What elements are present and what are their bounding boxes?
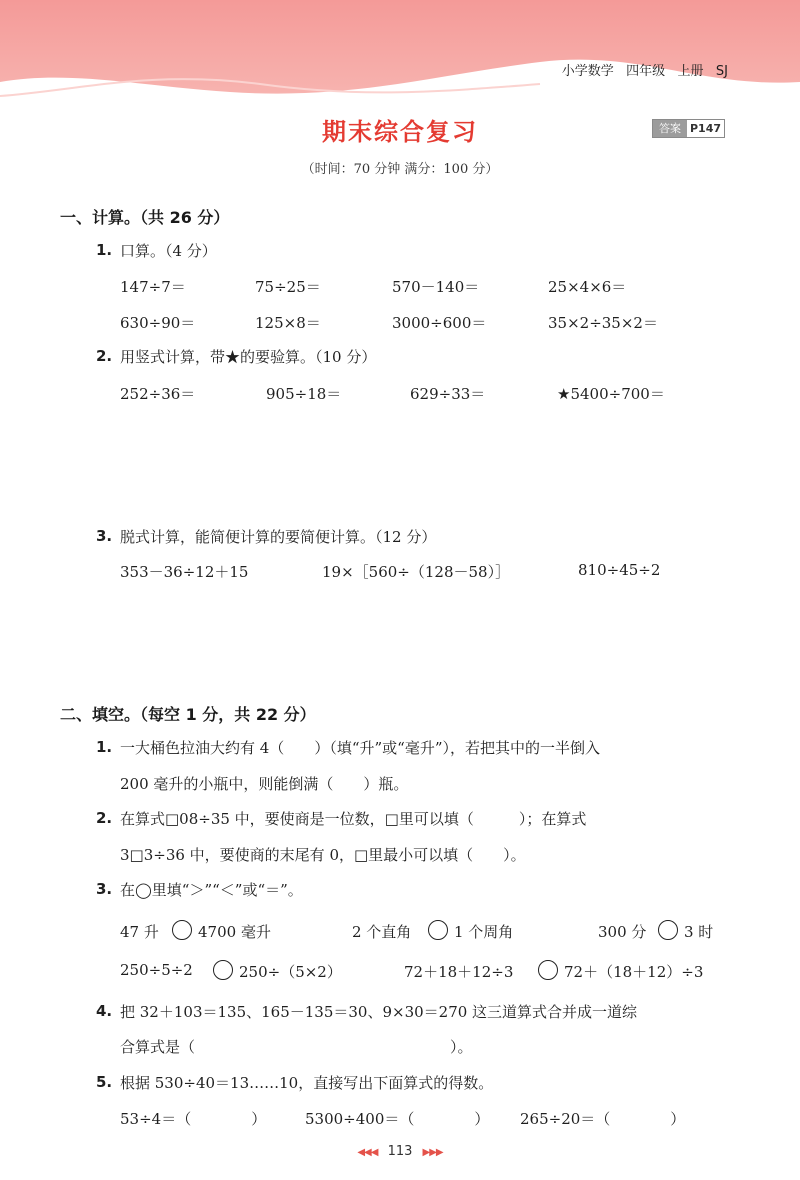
- vertical-calc-item: 905÷18＝: [266, 385, 342, 403]
- question-number: 3.: [96, 880, 113, 898]
- question-text: 用竖式计算，带★的要验算。（10 分）: [120, 348, 377, 366]
- quotient-item: 265÷20＝（ ）: [520, 1110, 686, 1128]
- question-number: 5.: [96, 1073, 113, 1091]
- question-text: 一大桶色拉油大约有 4（ ）（填“升”或“毫升”），若把其中的一半倒入: [120, 739, 600, 757]
- answer-circle[interactable]: [658, 920, 678, 940]
- question-text-continued: 200 毫升的小瓶中，则能倒满（ ）瓶。: [120, 775, 409, 793]
- quotient-item: 53÷4＝（ ）: [120, 1110, 267, 1128]
- series-label: 小学数学 四年级 上册 SJ: [561, 64, 728, 79]
- question-text: 把 32＋103＝135、165－135＝30、9×30＝270 这三道算式合并成一道综: [120, 1003, 638, 1021]
- oral-calc-item: 570－140＝: [392, 278, 480, 296]
- oral-calc-item: 25×4×6＝: [548, 278, 627, 296]
- answer-page-ref: P147: [689, 122, 722, 135]
- vertical-calc-item: ★5400÷700＝: [557, 385, 665, 403]
- oral-calc-item: 125×8＝: [255, 314, 321, 332]
- answer-circle[interactable]: [428, 920, 448, 940]
- compare-left: 72＋18＋12÷3: [404, 963, 514, 981]
- question-number: 4.: [96, 1002, 113, 1020]
- compare-right: 1 个周角: [454, 923, 514, 941]
- oral-calc-item: 630÷90＝: [120, 314, 196, 332]
- left-arrows-icon: ◀◀◀: [357, 1147, 378, 1158]
- question-number: 2.: [96, 347, 113, 365]
- compare-right: 72＋（18＋12）÷3: [564, 963, 704, 981]
- compare-right: 3 时: [684, 923, 714, 941]
- quotient-item: 5300÷400＝（ ）: [305, 1110, 490, 1128]
- question-number: 3.: [96, 527, 113, 545]
- question-number: 1.: [96, 241, 113, 259]
- question-text-continued: 合算式是（ ）。: [120, 1038, 473, 1056]
- question-text: 口算。（4 分）: [120, 242, 217, 260]
- compare-right: 4700 毫升: [198, 923, 271, 941]
- question-text: 根据 530÷40＝13……10，直接写出下面算式的得数。: [120, 1074, 494, 1092]
- answer-page-badge: [652, 119, 725, 138]
- answer-circle[interactable]: [213, 960, 233, 980]
- step-calc-item: 810÷45÷2: [578, 561, 661, 579]
- compare-left: 2 个直角: [352, 923, 412, 941]
- answer-key-icon: 答案: [653, 120, 687, 137]
- section-1-heading: 一、计算。（共 26 分）: [60, 208, 230, 227]
- vertical-calc-item: 252÷36＝: [120, 385, 196, 403]
- vertical-calc-item: 629÷33＝: [410, 385, 486, 403]
- question-text: 在算式□08÷35 中，要使商是一位数，□里可以填（ ）；在算式: [120, 810, 587, 828]
- oral-calc-item: 75÷25＝: [255, 278, 321, 296]
- page-number: 113: [387, 1144, 413, 1159]
- section-2-heading: 二、填空。（每空 1 分，共 22 分）: [60, 705, 316, 724]
- oral-calc-item: 147÷7＝: [120, 278, 186, 296]
- compare-left: 300 分: [598, 923, 647, 941]
- page-footer: [0, 1144, 800, 1159]
- answer-circle[interactable]: [172, 920, 192, 940]
- question-number: 2.: [96, 809, 113, 827]
- compare-left: 47 升: [120, 923, 159, 941]
- compare-right: 250÷（5×2）: [239, 963, 342, 981]
- compare-left: 250÷5÷2: [120, 961, 193, 979]
- page-title: 期末综合复习: [322, 118, 478, 146]
- question-text-continued: 3□3÷36 中，要使商的末尾有 0，□里最小可以填（ ）。: [120, 846, 526, 864]
- oral-calc-item: 35×2÷35×2＝: [548, 314, 658, 332]
- step-calc-item: 353－36÷12＋15: [120, 563, 249, 581]
- answer-circle[interactable]: [538, 960, 558, 980]
- right-arrows-icon: ▶▶▶: [422, 1147, 443, 1158]
- step-calc-item: 19×［560÷（128－58）］: [322, 563, 511, 581]
- question-text: 脱式计算，能简便计算的要简便计算。（12 分）: [120, 528, 437, 546]
- question-text: 在◯里填“＞”“＜”或“＝”。: [120, 881, 303, 899]
- question-number: 1.: [96, 738, 113, 756]
- exam-info: （时间：70 分钟 满分：100 分）: [301, 162, 499, 177]
- oral-calc-item: 3000÷600＝: [392, 314, 487, 332]
